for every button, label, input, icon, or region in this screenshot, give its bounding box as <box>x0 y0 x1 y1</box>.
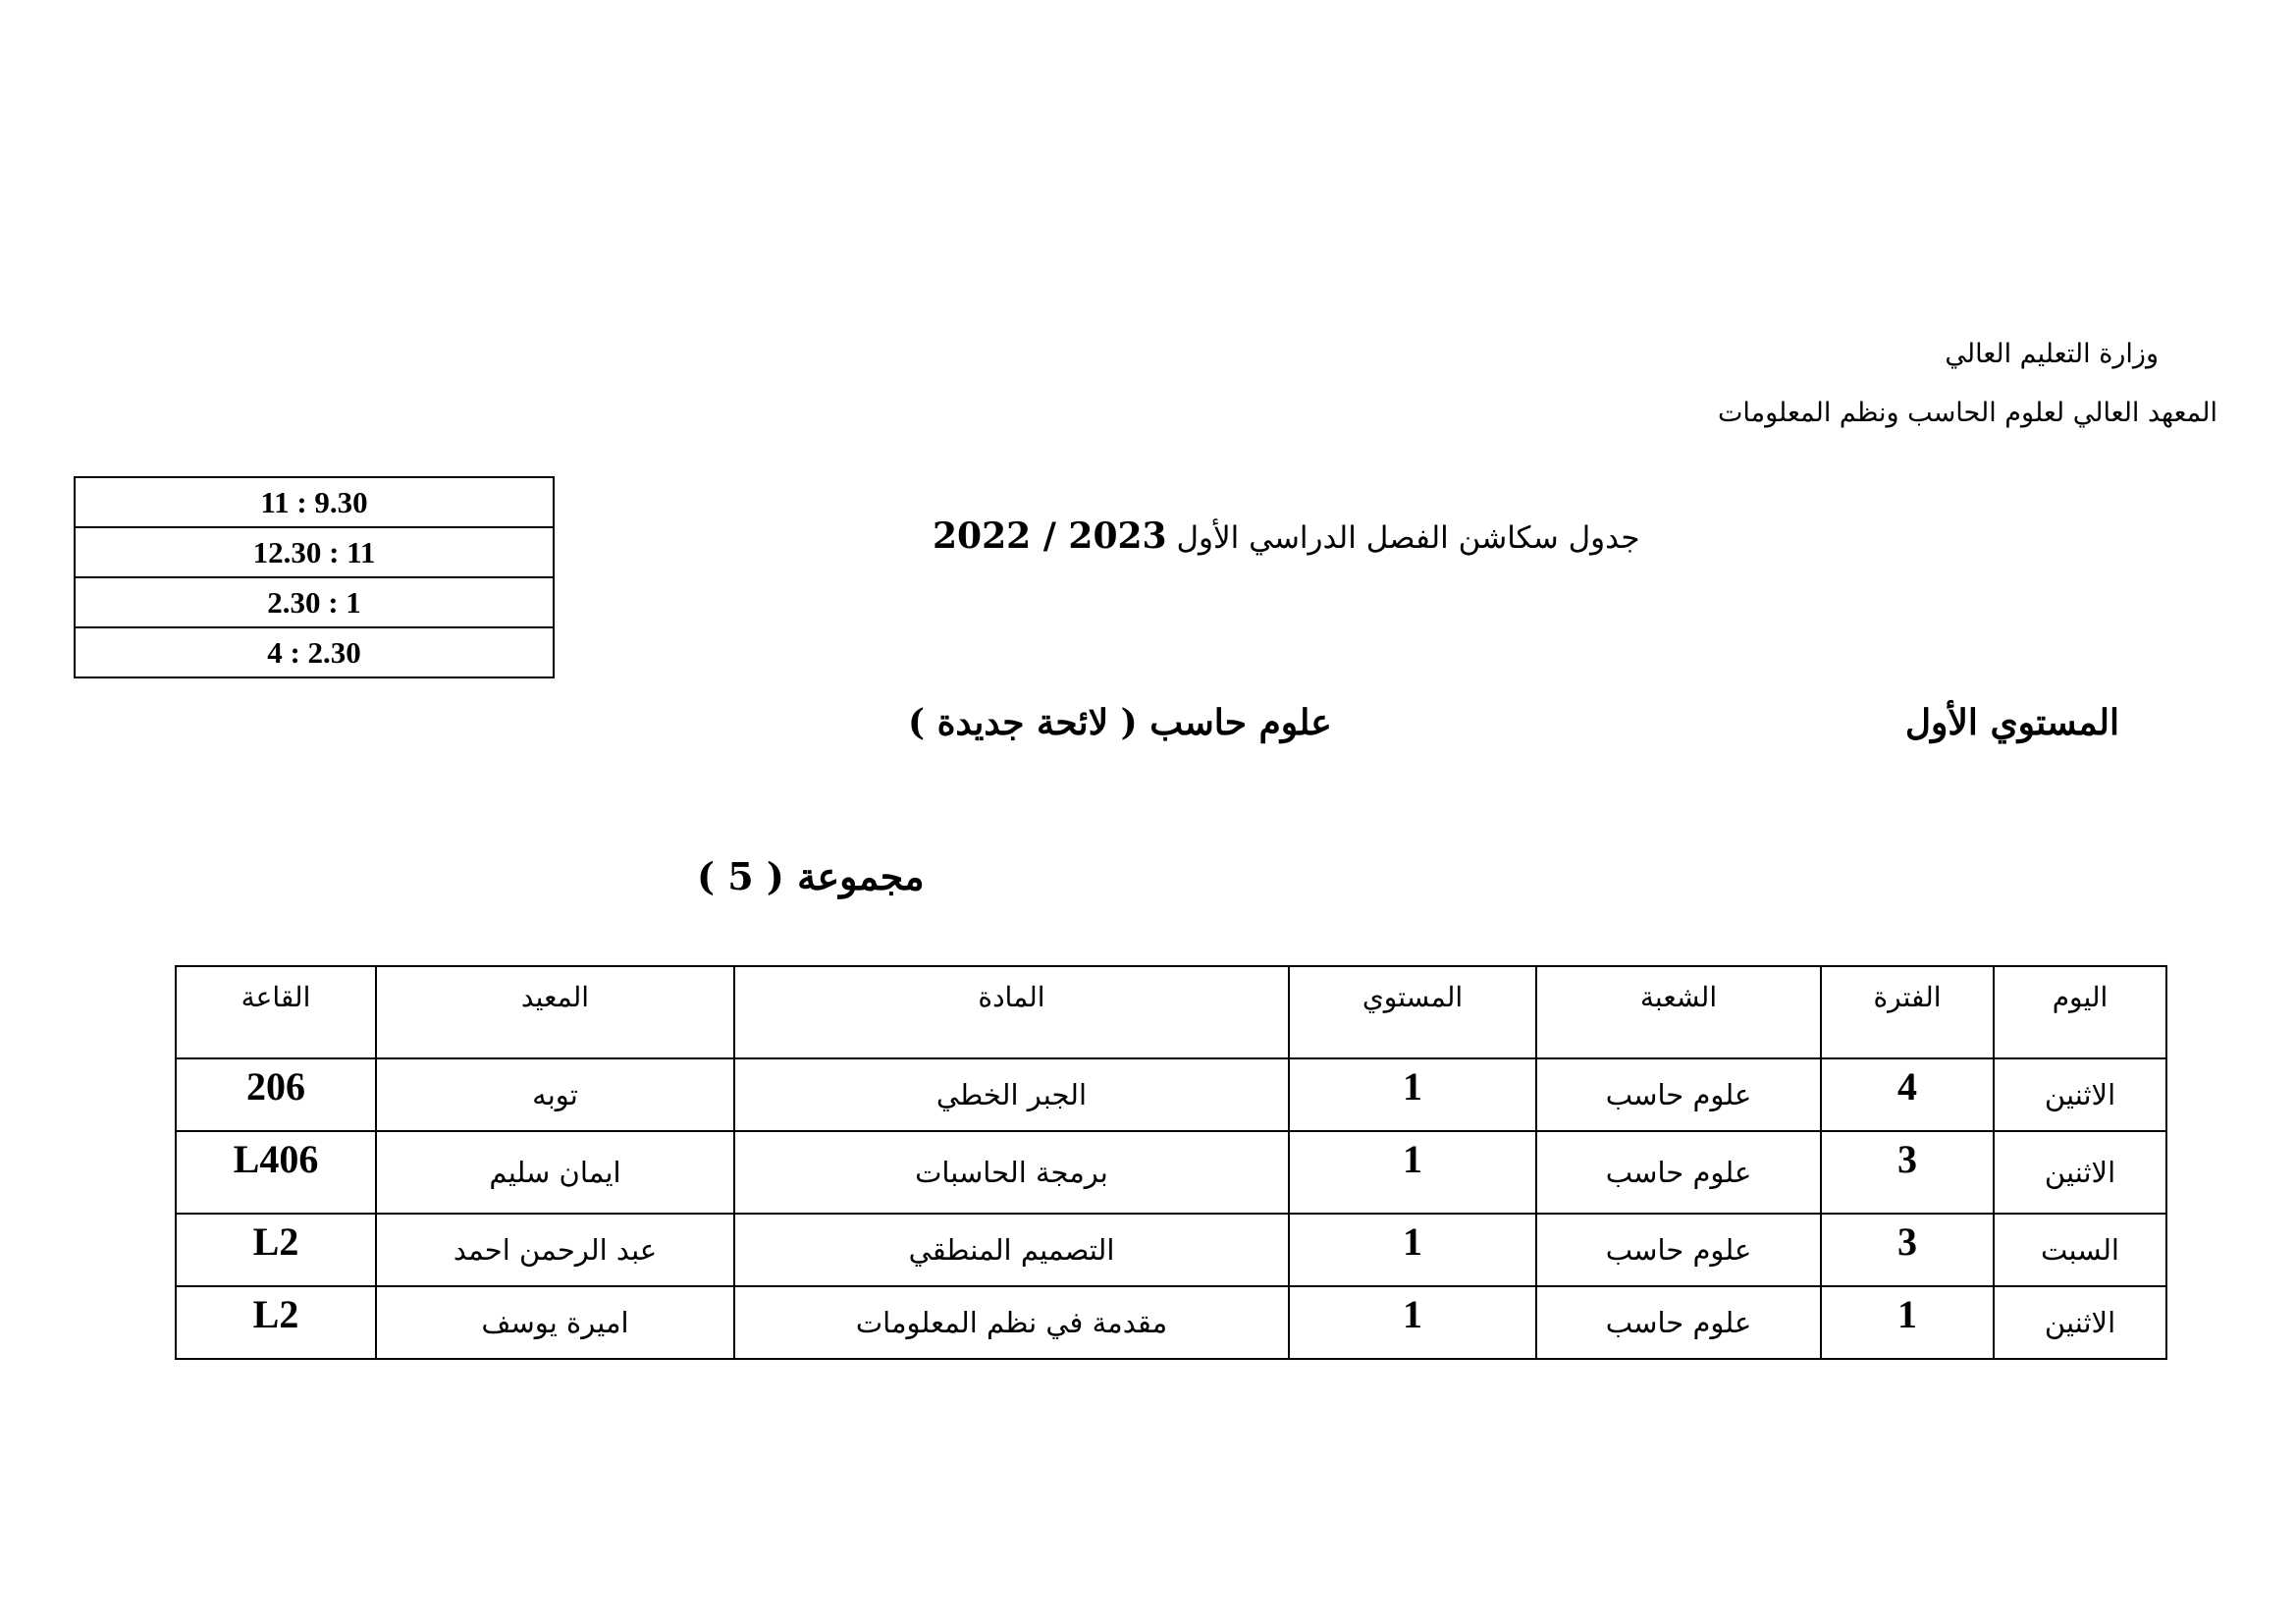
cell-level: 1 <box>1289 1214 1536 1286</box>
period-time: 12.30 : 11 <box>75 527 554 577</box>
ministry-name: وزارة التعليم العالي <box>1945 339 2159 369</box>
cell-day: الاثنين <box>1994 1131 2166 1214</box>
period-time: 2.30 : 1 <box>75 577 554 627</box>
cell-assistant: اميرة يوسف <box>376 1286 734 1359</box>
header-level: المستوي <box>1289 966 1536 1058</box>
cell-subject: الجبر الخطي <box>734 1058 1289 1131</box>
academic-year: 2022 / 2023 <box>933 515 1167 557</box>
cell-subject: التصميم المنطقي <box>734 1214 1289 1286</box>
period-row <box>75 477 554 527</box>
header-assistant: المعيد <box>376 966 734 1058</box>
period-times-table <box>74 476 555 678</box>
cell-level: 1 <box>1289 1058 1536 1131</box>
table-row <box>176 1286 2166 1359</box>
cell-room: 206 <box>176 1058 376 1131</box>
cell-division: علوم حاسب <box>1536 1214 1821 1286</box>
table-row <box>176 1131 2166 1214</box>
cell-assistant: توبه <box>376 1058 734 1131</box>
cell-room: L2 <box>176 1214 376 1286</box>
title-text: جدول سكاشن الفصل الدراسي الأول <box>1176 520 1640 556</box>
cell-period: 4 <box>1821 1058 1994 1131</box>
cell-period: 3 <box>1821 1131 1994 1214</box>
group-label: مجموعة ( 5 ) <box>697 854 925 898</box>
cell-subject: مقدمة في نظم المعلومات <box>734 1286 1289 1359</box>
table-row <box>176 1058 2166 1131</box>
cell-division: علوم حاسب <box>1536 1286 1821 1359</box>
header-row <box>176 966 2166 1058</box>
cell-day: السبت <box>1994 1214 2166 1286</box>
cell-period: 1 <box>1821 1286 1994 1359</box>
header-division: الشعبة <box>1536 966 1821 1058</box>
period-row <box>75 627 554 677</box>
period-time: 11 : 9.30 <box>75 477 554 527</box>
cell-period: 3 <box>1821 1214 1994 1286</box>
table-row <box>176 1214 2166 1286</box>
period-row <box>75 527 554 577</box>
level-label: المستوي الأول <box>1904 702 2119 743</box>
cell-division: علوم حاسب <box>1536 1131 1821 1214</box>
header-room: القاعة <box>176 966 376 1058</box>
cell-day: الاثنين <box>1994 1286 2166 1359</box>
cell-assistant: عبد الرحمن احمد <box>376 1214 734 1286</box>
institute-name: المعهد العالي لعلوم الحاسب ونظم المعلومات <box>1717 398 2217 428</box>
cell-room: L2 <box>176 1286 376 1359</box>
cell-subject: برمجة الحاسبات <box>734 1131 1289 1214</box>
section-schedule-table <box>175 965 2167 1360</box>
document-title <box>933 515 1640 557</box>
header-subject: المادة <box>734 966 1289 1058</box>
cell-assistant: ايمان سليم <box>376 1131 734 1214</box>
period-time: 4 : 2.30 <box>75 627 554 677</box>
cell-level: 1 <box>1289 1286 1536 1359</box>
cell-room: L406 <box>176 1131 376 1214</box>
department-label: علوم حاسب ( لائحة جديدة ) <box>908 702 1332 743</box>
header-day: اليوم <box>1994 966 2166 1058</box>
cell-division: علوم حاسب <box>1536 1058 1821 1131</box>
header-period: الفترة <box>1821 966 1994 1058</box>
cell-level: 1 <box>1289 1131 1536 1214</box>
cell-day: الاثنين <box>1994 1058 2166 1131</box>
period-row <box>75 577 554 627</box>
